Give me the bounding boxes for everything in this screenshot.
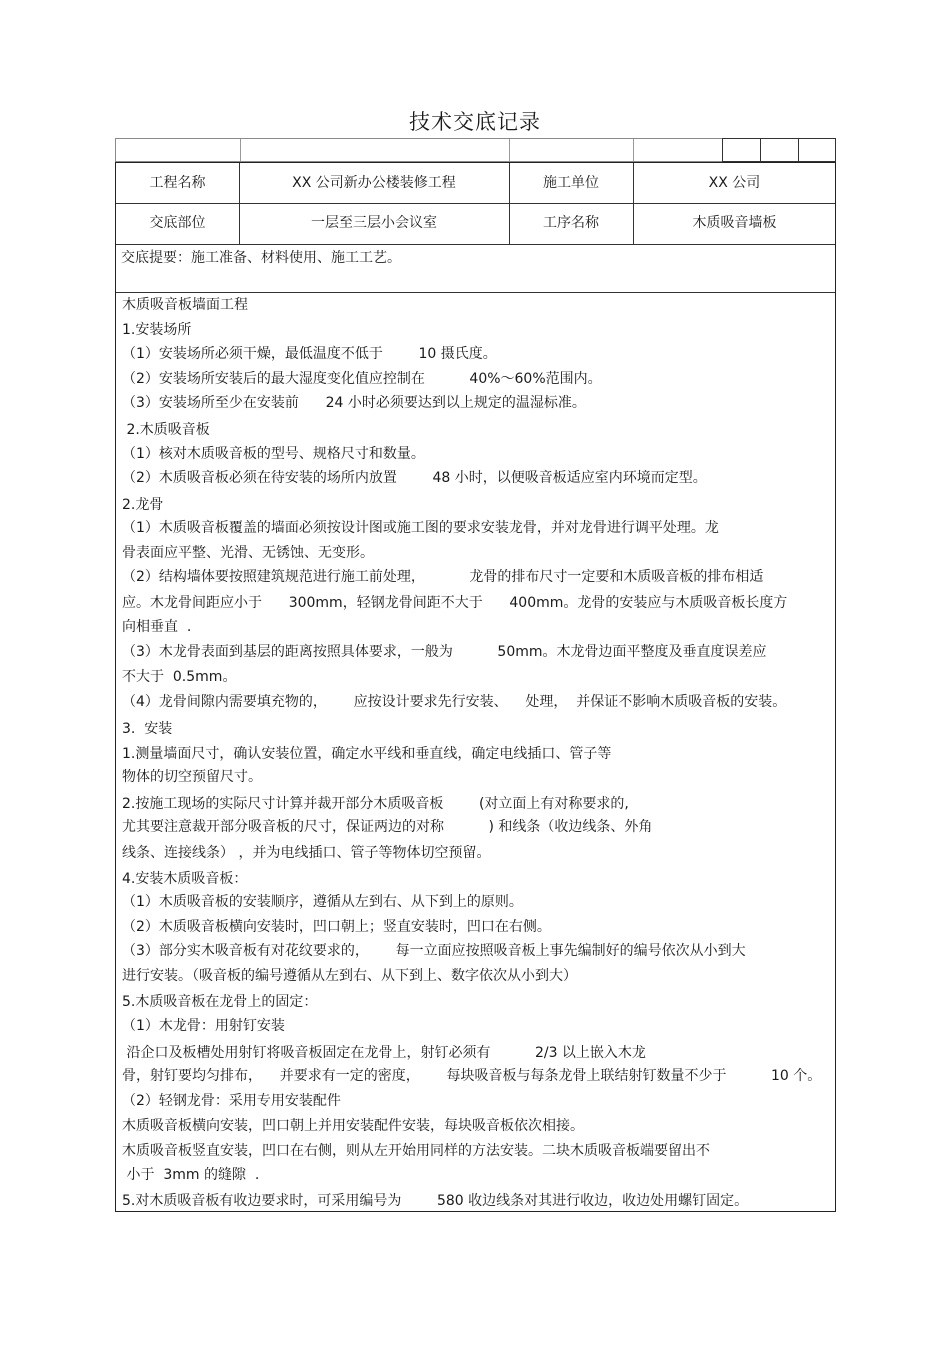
content-line: 向相垂直 . [122,619,192,635]
project-name-value: XX 公司新办公楼装修工程 [292,175,456,191]
content-line: （3）部分实木吸音板有对花纹要求的， 每一立面应按照吸音板上事先编制好的编号依次从小到大 [122,943,746,959]
document-title: 技术交底记录 [409,110,541,134]
handover-part-label: 交底部位 [149,215,206,231]
content-line: 进行安装。（吸音板的编号遵循从左到右、从下到上、数字依次从小到大） [122,968,577,984]
box-divider [798,139,799,161]
content-line: （1）核对木质吸音板的型号、规格尺寸和数量。 [122,446,425,462]
page-number-boxes [722,138,836,162]
content-line: 2.龙骨 [122,497,164,513]
row-divider [116,244,835,245]
content-line: （1）木龙骨：用射钉安装 [122,1018,285,1034]
content-line: 木质吸音板竖直安装，凹口在右侧，则从左开始用同样的方法安装。二块木质吸音板端要留出不 [122,1143,710,1159]
content-line: （2）结构墙体要按照建筑规范进行施工前处理， 龙骨的排布尺寸一定要和木质吸音板的排布相适 [122,569,764,585]
strip-divider [240,139,241,161]
content-line: 沿企口及板槽处用射钉将吸音板固定在龙骨上，射钉必须有 2/3 以上嵌入木龙 [122,1045,646,1061]
content-line: （2）木质吸音板横向安装时，凹口朝上；竖直安装时，凹口在右侧。 [122,919,551,935]
content-line: 1.安装场所 [122,322,192,338]
content-line: （1）木质吸音板覆盖的墙面必须按设计图或施工图的要求安装龙骨，并对龙骨进行调平处理。龙 [122,520,719,536]
content-line: 2.按施工现场的实际尺寸计算并裁开部分木质吸音板 (对立面上有对称要求的, [122,796,629,812]
content-line: 尤其要注意裁开部分吸音板的尺寸，保证两边的对称 ) 和线条（收边线条、外角 [122,819,653,835]
content-line: 4.安装木质吸音板： [122,871,248,887]
strip-divider [633,139,634,161]
process-name-label: 工序名称 [543,215,599,231]
construction-unit-label: 施工单位 [543,175,599,191]
content-line: （2）木质吸音板必须在待安装的场所内放置 48 小时，以便吸音板适应室内环境而定型。 [122,470,707,486]
content-line: 5.对木质吸音板有收边要求时，可采用编号为 580 收边线条对其进行收边，收边处用螺钉固定。 [122,1193,749,1209]
content-line: （2）轻钢龙骨：采用专用安装配件 [122,1093,341,1109]
content-line: （3）安装场所至少在安装前 24 小时必须要达到以上规定的温湿标准。 [122,395,586,411]
project-name-label: 工程名称 [149,175,206,191]
content-line: 木质吸音板墙面工程 [122,297,248,313]
record-table [115,162,836,1212]
content-line: （1）木质吸音板的安装顺序，遵循从左到右、从下到上的原则。 [122,894,523,910]
content-line: 线条、连接线条） ，并为电线插口、管子等物体切空预留。 [122,845,491,861]
content-line: 骨表面应平整、光滑、无锈蚀、无变形。 [122,545,374,561]
row-divider [116,292,835,293]
box-divider [760,139,761,161]
content-line: （2）安装场所安装后的最大湿度变化值应控制在 40%～60%范围内。 [122,371,602,387]
content-line: 3. 安装 [122,721,173,737]
handover-summary: 交底提要：施工准备、材料使用、施工工艺。 [121,250,401,266]
handover-part-value: 一层至三层小会议室 [311,215,437,231]
strip-divider [509,139,510,161]
content-line: （1）安装场所必须干燥，最低温度不低于 10 摄氏度。 [122,346,497,362]
content-line: 骨，射钉要均匀排布， 并要求有一定的密度， 每块吸音板与每条龙骨上联结射钉数量不少于 10 个。 [122,1068,822,1084]
content-line: 小于 3mm 的缝隙 . [122,1167,260,1183]
content-line: 5.木质吸音板在龙骨上的固定： [122,994,318,1010]
content-line: 1.测量墙面尺寸，确认安装位置，确定水平线和垂直线，确定电线插口、管子等 [122,746,612,762]
content-line: （4）龙骨间隙内需要填充物的， 应按设计要求先行安装、 处理， 并保证不影响木质吸音板的安装。 [122,694,787,710]
content-line: 不大于 0.5mm。 [122,669,237,685]
content-line: 2.木质吸音板 [122,422,210,438]
content-line: 木质吸音板横向安装，凹口朝上并用安装配件安装，每块吸音板依次相接。 [122,1118,584,1134]
construction-unit-value: XX 公司 [708,175,761,191]
process-name-value: 木质吸音墙板 [692,215,777,231]
content-line: 应。木龙骨间距应小于 300mm，轻钢龙骨间距不大于 400mm。龙骨的安装应与木质吸音板长度方 [122,595,788,611]
content-line: （3）木龙骨表面到基层的距离按照具体要求，一般为 50mm。木龙骨边面平整度及垂直度误差应 [122,644,767,660]
content-line: 物体的切空预留尺寸。 [122,769,262,785]
